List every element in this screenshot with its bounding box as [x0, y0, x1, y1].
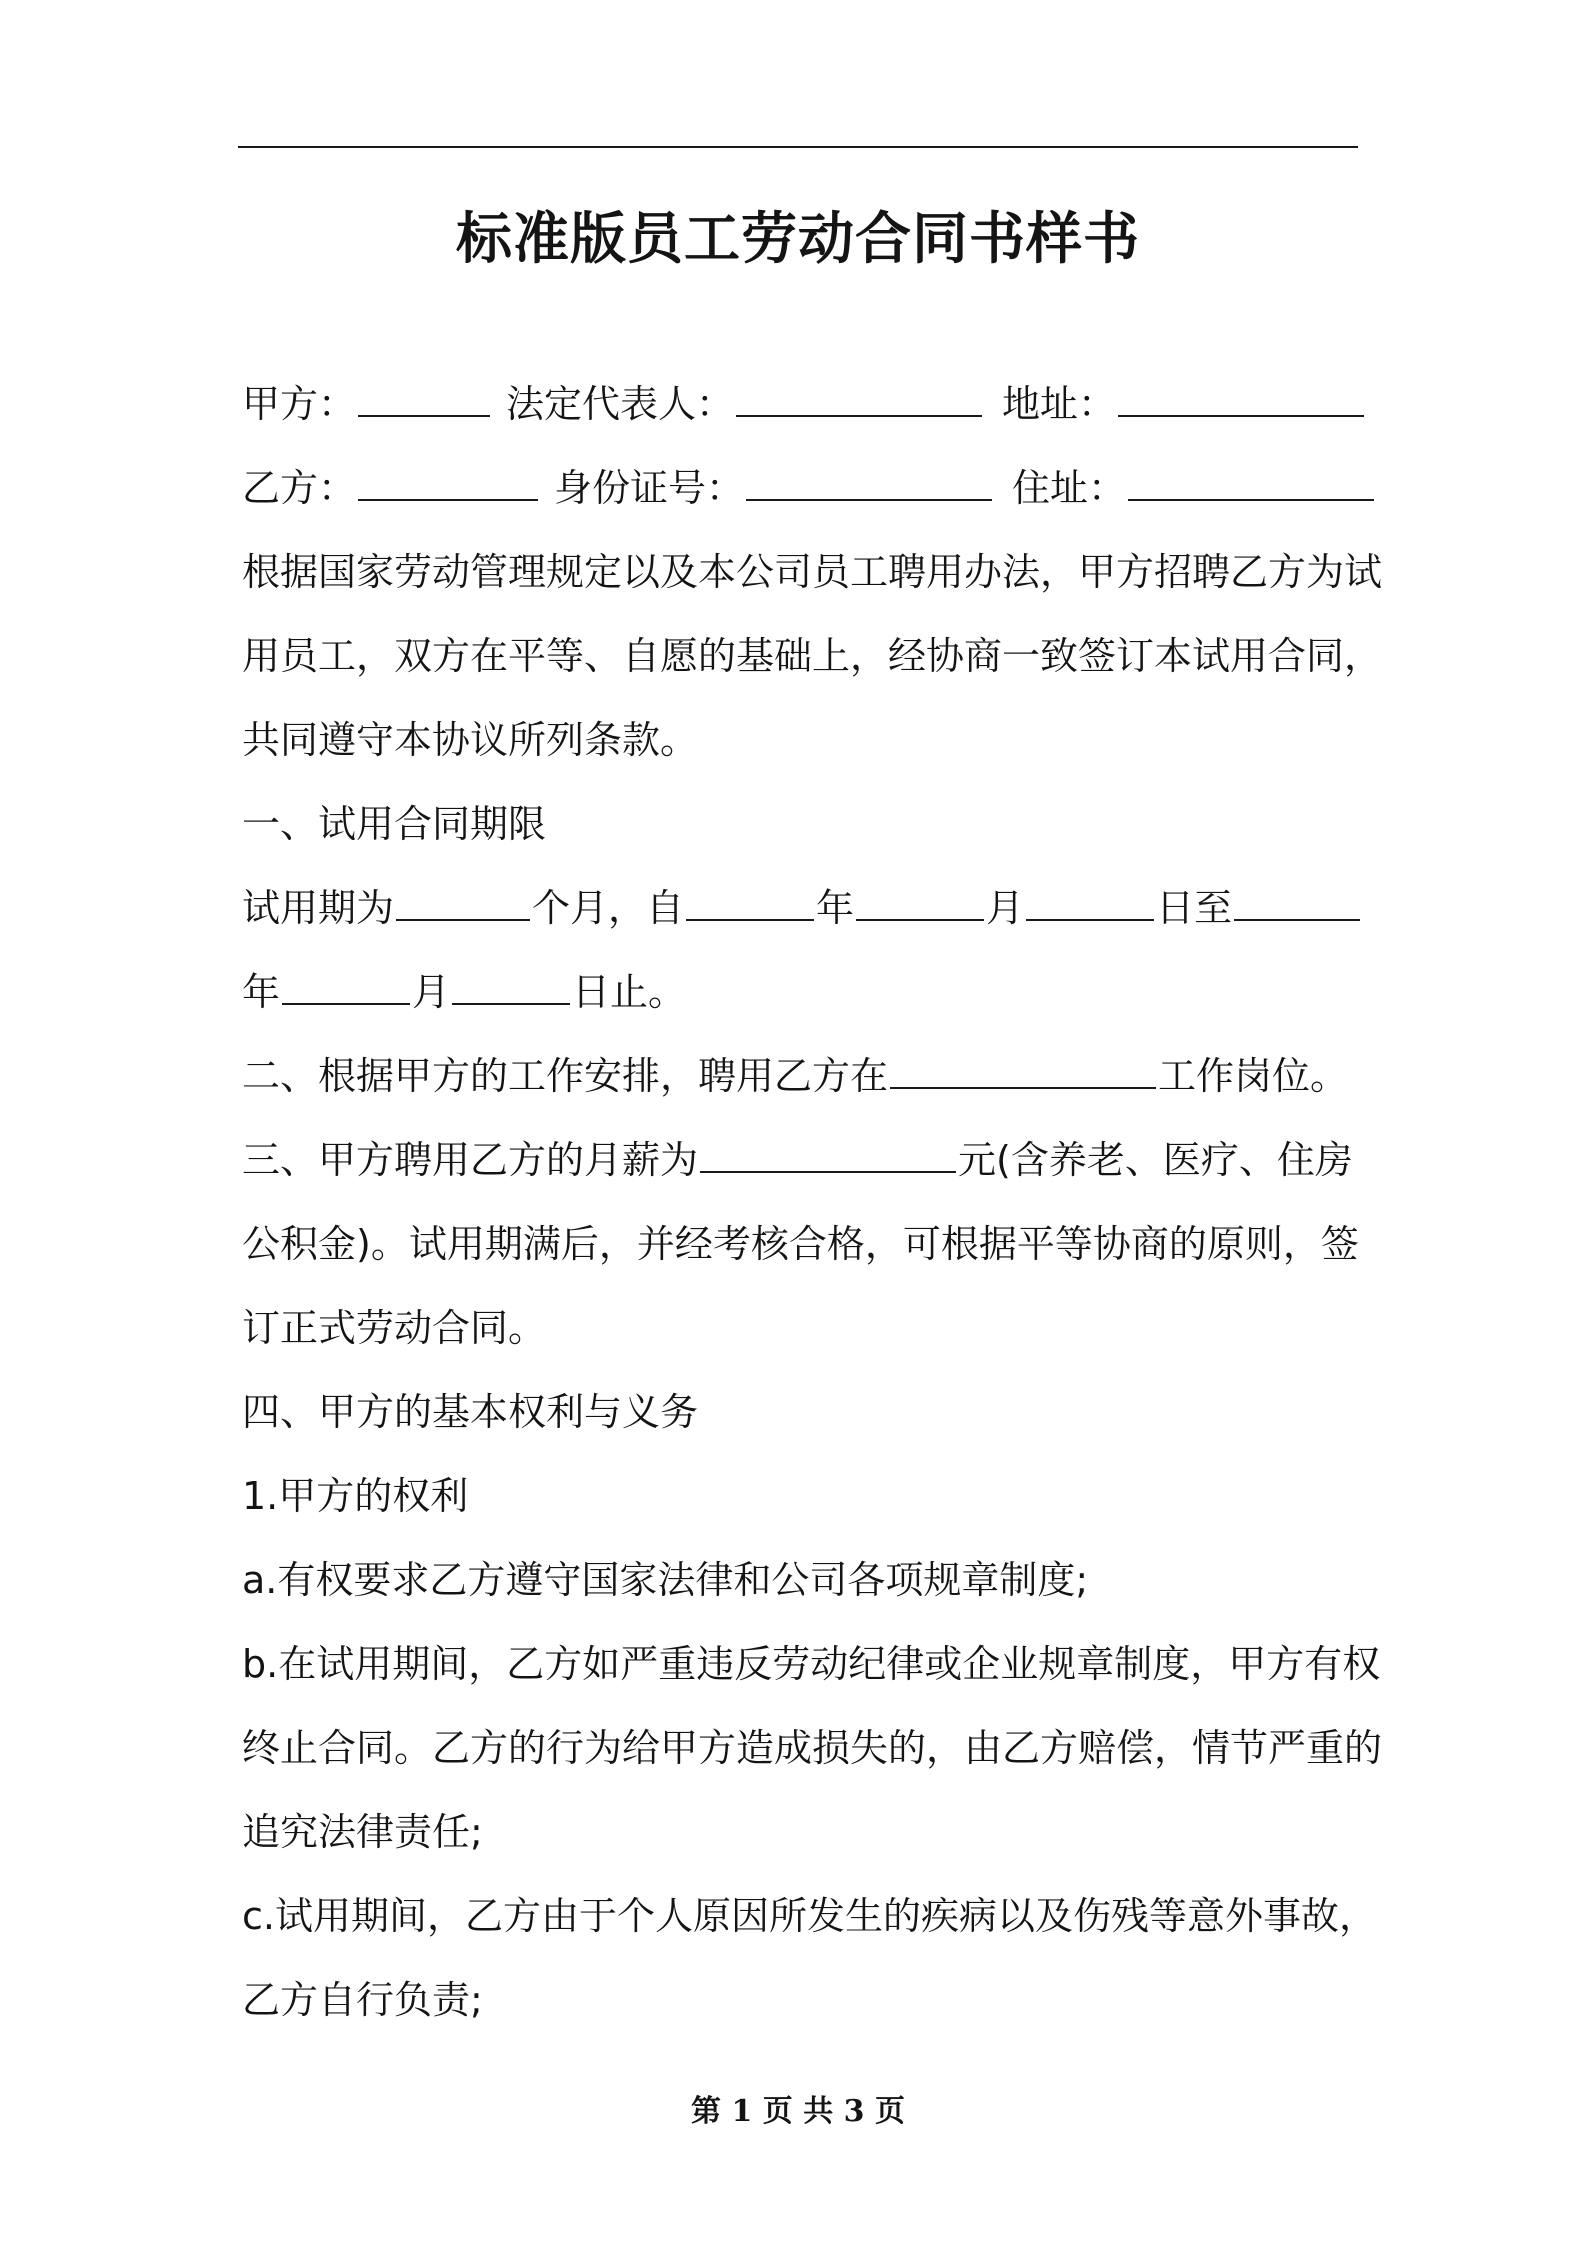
- end-month-field[interactable]: [282, 969, 410, 1005]
- probation-text: 日至: [1156, 886, 1233, 930]
- section2-text: 二、根据甲方的工作安排，聘用乙方在: [242, 1054, 889, 1098]
- salary-field[interactable]: [700, 1137, 956, 1173]
- intro-line: 用员工，双方在平等、自愿的基础上，经协商一致签订本试用合同，: [242, 634, 1383, 678]
- clause-line: b.在试用期间，乙方如严重违反劳动纪律或企业规章制度，甲方有权: [242, 1642, 1381, 1686]
- id-number-field[interactable]: [746, 465, 992, 501]
- probation-text: 个月，自: [532, 886, 685, 930]
- start-month-field[interactable]: [856, 885, 984, 921]
- probation-period-line: [242, 880, 1358, 936]
- party-b-address-label: 住址：: [1012, 466, 1127, 510]
- section-heading: 一、试用合同期限: [242, 802, 547, 846]
- clause-line: 乙方自行负责;: [242, 1978, 483, 2022]
- party-a-line: [242, 376, 1358, 432]
- party-b-name-field[interactable]: [358, 465, 538, 501]
- section3-text: 元(含养老、医疗、住房: [958, 1138, 1353, 1182]
- probation-text: 月: [412, 970, 451, 1014]
- id-number-label: 身份证号：: [554, 466, 745, 510]
- clause-line: 追究法律责任;: [242, 1810, 483, 1854]
- end-year-field[interactable]: [1234, 885, 1360, 921]
- clause-line: c.试用期间，乙方由于个人原因所发生的疾病以及伤残等意外事故，: [242, 1894, 1377, 1938]
- months-field[interactable]: [396, 885, 530, 921]
- document-title: 标准版员工劳动合同书样书: [456, 207, 1140, 272]
- intro-line: 共同遵守本协议所列条款。: [242, 718, 699, 762]
- page-number: 第 1 页 共 3 页: [691, 2094, 905, 2129]
- job-position-field[interactable]: [890, 1053, 1156, 1089]
- clause-line: 终止合同。乙方的行为给甲方造成损失的，由乙方赔偿，情节严重的: [242, 1726, 1383, 1770]
- party-a-label: 甲方：: [242, 382, 357, 426]
- party-b-label: 乙方：: [242, 466, 357, 510]
- salary-line: [242, 1132, 1358, 1188]
- start-day-field[interactable]: [1026, 885, 1154, 921]
- probation-text: 日止。: [572, 970, 687, 1014]
- section3-text: 三、甲方聘用乙方的月薪为: [242, 1138, 699, 1182]
- probation-text: 年: [816, 886, 855, 930]
- probation-text: 年: [242, 970, 281, 1014]
- probation-end-line: [242, 964, 1358, 1020]
- intro-line: 根据国家劳动管理规定以及本公司员工聘用办法，甲方招聘乙方为试: [242, 550, 1383, 594]
- party-a-address-field[interactable]: [1118, 381, 1364, 417]
- legal-rep-field[interactable]: [736, 381, 982, 417]
- section3-line: 订正式劳动合同。: [242, 1306, 547, 1350]
- clause-line: a.有权要求乙方遵守国家法律和公司各项规章制度;: [242, 1558, 1089, 1602]
- section-heading: 四、甲方的基本权利与义务: [242, 1390, 699, 1434]
- party-b-line: [242, 460, 1358, 516]
- party-b-address-field[interactable]: [1128, 465, 1374, 501]
- header-rule: [238, 146, 1358, 148]
- job-position-line: [242, 1048, 1358, 1104]
- subsection-heading: 1.甲方的权利: [242, 1474, 469, 1518]
- party-a-address-label: 地址：: [1002, 382, 1117, 426]
- probation-text: 月: [986, 886, 1025, 930]
- probation-text: 试用期为: [242, 886, 395, 930]
- end-day-field[interactable]: [452, 969, 570, 1005]
- section2-text: 工作岗位。: [1158, 1054, 1349, 1098]
- legal-rep-label: 法定代表人：: [506, 382, 735, 426]
- party-a-name-field[interactable]: [358, 381, 490, 417]
- start-year-field[interactable]: [686, 885, 814, 921]
- section3-line: 公积金)。试用期满后，并经考核合格，可根据平等协商的原则，签: [242, 1222, 1359, 1266]
